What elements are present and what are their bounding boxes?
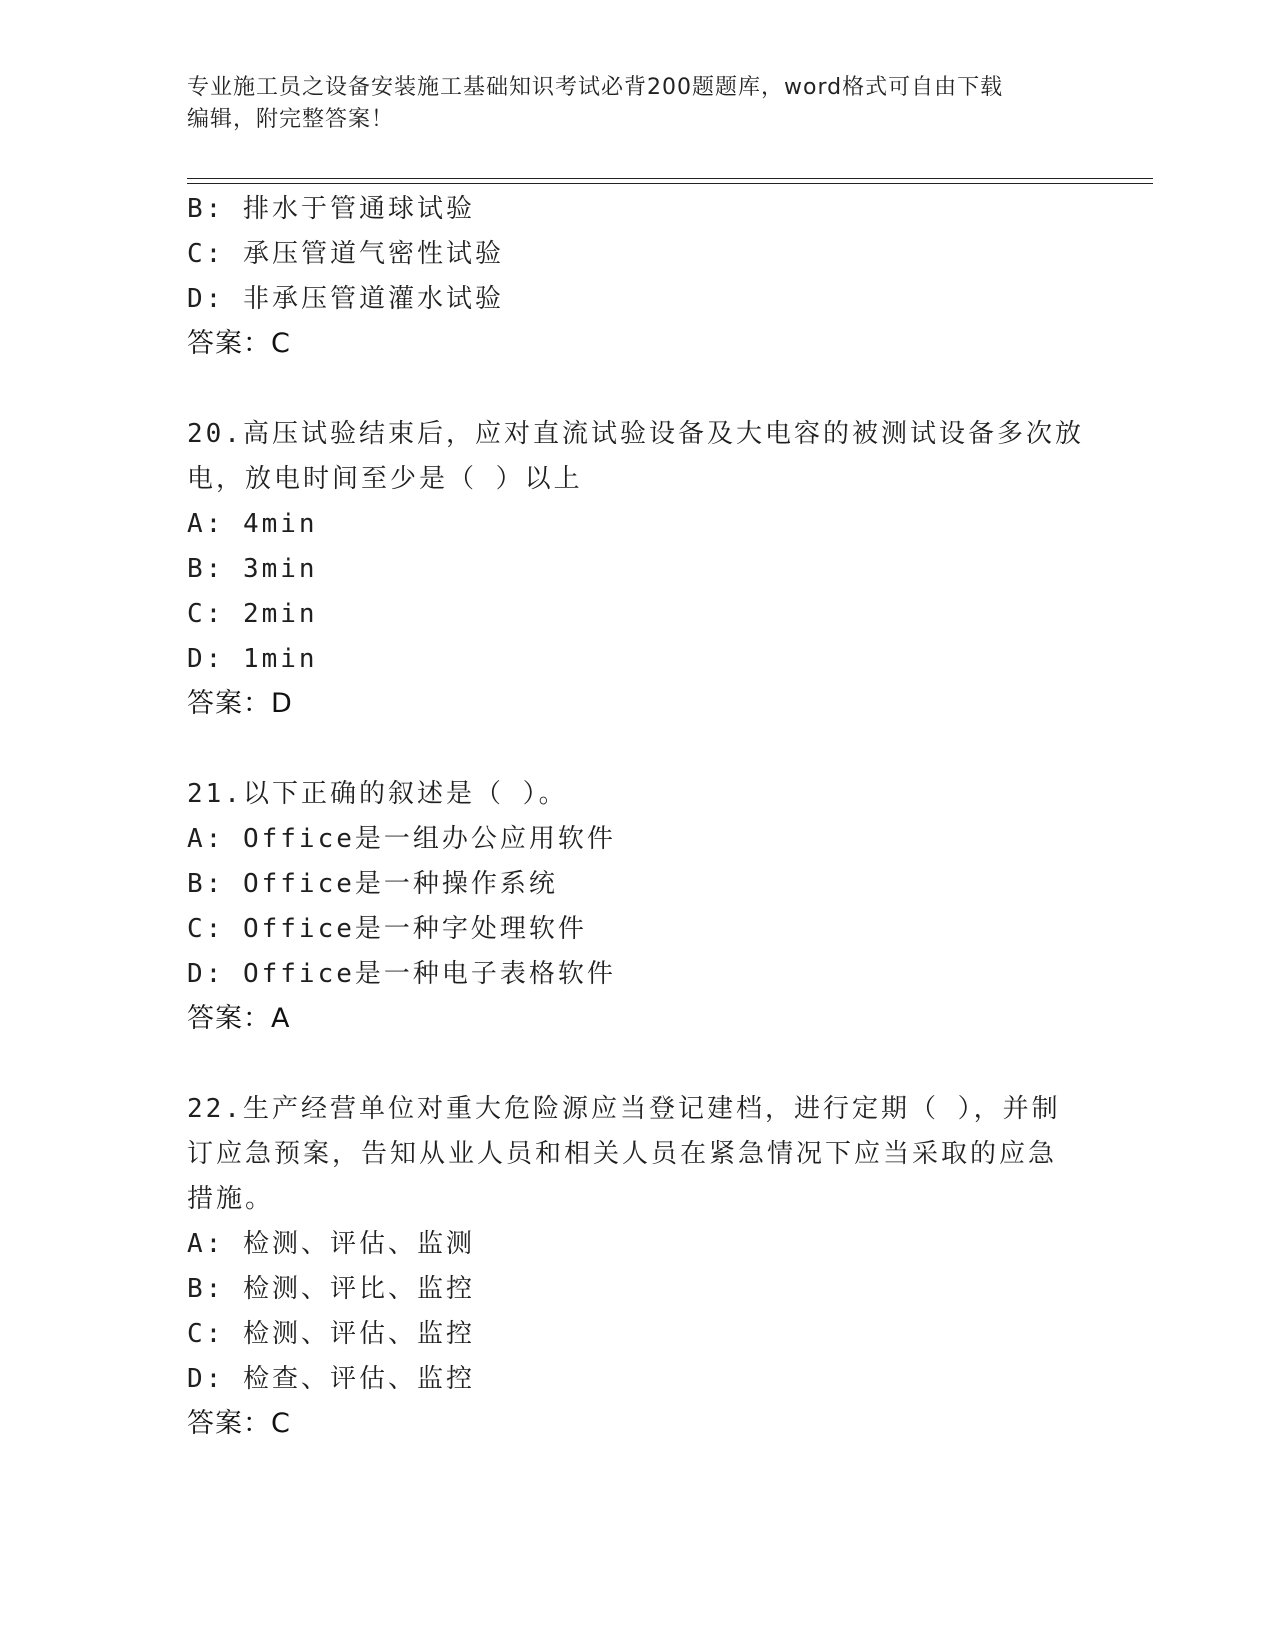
answer: 答案：C <box>187 1408 291 1439</box>
option-b: B: 检测、评比、监控 <box>187 1274 475 1304</box>
question-stem-line2: 订应急预案，告知从业人员和相关人员在紧急情况下应当采取的应急 <box>187 1139 1058 1169</box>
option-c: C: 2min <box>187 599 318 629</box>
option-d: D: 检查、评估、监控 <box>187 1364 475 1394</box>
option-b: B: Office是一种操作系统 <box>187 869 558 899</box>
question-stem-line2: 电，放电时间至少是（ ）以上 <box>187 464 583 494</box>
option-a: A: Office是一组办公应用软件 <box>187 824 616 854</box>
option-c: C: 检测、评估、监控 <box>187 1319 475 1349</box>
header-title-line1: 专业施工员之设备安装施工基础知识考试必背200题题库，word格式可自由下载 <box>187 75 1004 100</box>
question-stem-line1: 21.以下正确的叙述是（ ）。 <box>187 779 568 809</box>
option-c: C: Office是一种字处理软件 <box>187 914 587 944</box>
answer: 答案：C <box>187 328 291 359</box>
question-stem-line3: 措施。 <box>187 1184 275 1214</box>
option-d: D: Office是一种电子表格软件 <box>187 959 616 989</box>
header-divider-top <box>187 178 1153 179</box>
question-stem-line1: 20.高压试验结束后，应对直流试验设备及大电容的被测试设备多次放 <box>187 419 1084 449</box>
option-b: B: 排水于管通球试验 <box>187 194 475 224</box>
answer: 答案：D <box>187 688 293 719</box>
option-d: D: 非承压管道灌水试验 <box>187 284 504 314</box>
option-b: B: 3min <box>187 554 318 584</box>
answer: 答案：A <box>187 1003 291 1034</box>
option-d: D: 1min <box>187 644 318 674</box>
header-title-line2: 编辑，附完整答案！ <box>187 107 395 132</box>
header-divider-bottom <box>187 183 1153 184</box>
option-a: A: 检测、评估、监测 <box>187 1229 475 1259</box>
option-a: A: 4min <box>187 509 318 539</box>
document-header <box>187 72 1067 136</box>
question-stem-line1: 22.生产经营单位对重大危险源应当登记建档，进行定期（ ），并制 <box>187 1094 1061 1124</box>
option-c: C: 承压管道气密性试验 <box>187 239 504 269</box>
